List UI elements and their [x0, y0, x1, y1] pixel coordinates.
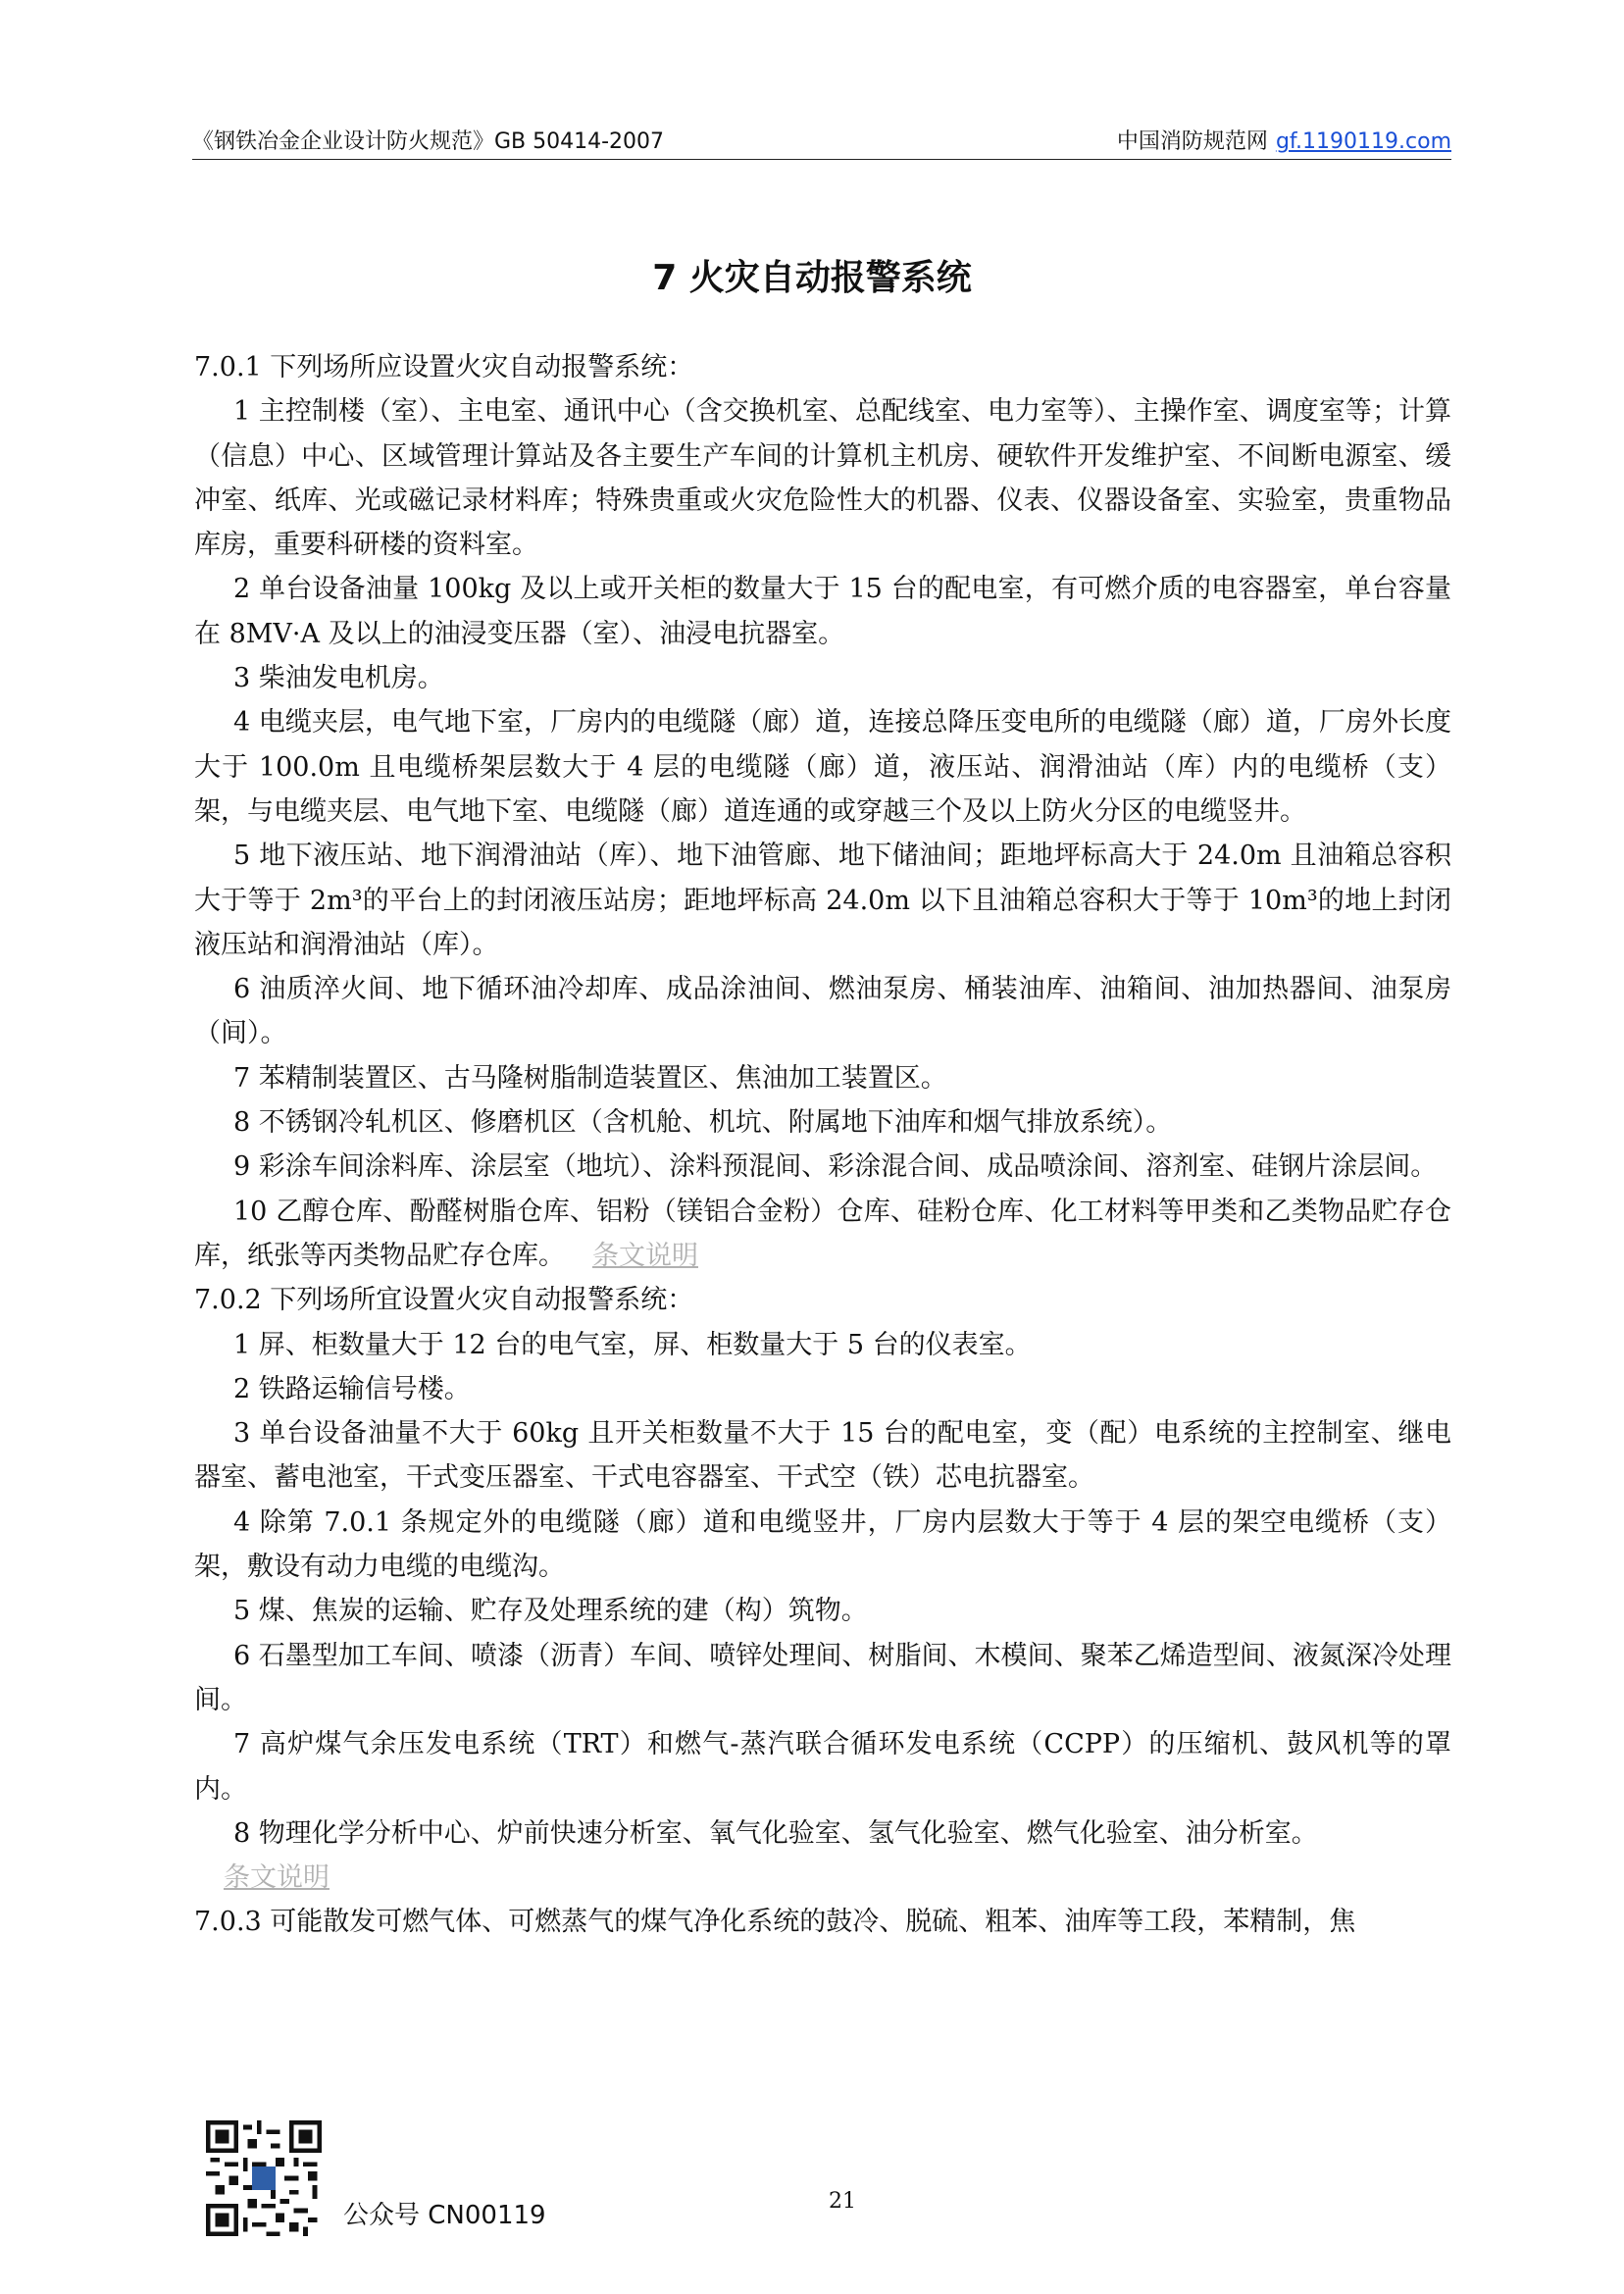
- paragraph-text: 5 煤、焦炭的运输、贮存及处理系统的建（构）筑物。: [233, 1596, 868, 1627]
- paragraph-text: 2 铁路运输信号楼。: [233, 1373, 471, 1404]
- list-item: [194, 389, 1451, 567]
- document-title-header: 《钢铁冶金企业设计防火规范》GB 50414-2007: [192, 129, 665, 154]
- site-link[interactable]: gf.1190119.com: [1275, 129, 1451, 154]
- list-item: [194, 656, 1451, 700]
- list-item: [194, 1411, 1451, 1501]
- list-item: [194, 1190, 1451, 1279]
- chapter-title: 7 火灾自动报警系统: [652, 258, 972, 298]
- list-item: [194, 1589, 1451, 1633]
- clause-explanation-link[interactable]: 条文说明: [592, 1240, 698, 1271]
- list-item: [194, 1145, 1451, 1189]
- clause-note-line: [194, 1856, 1451, 1900]
- paragraph-text: 5 地下液压站、地下润滑油站（库）、地下油管廊、地下储油间；距地坪标高大于 24.0m 且油箱总容积大于等于 2m³的平台上的封闭液压站房；距地坪标高 24.0m 以下且油箱总容积大于等于 10m³的地上封闭液压站和润滑油站（库）。: [194, 841, 1451, 960]
- list-item: [194, 1501, 1451, 1590]
- site-info: [1117, 125, 1451, 155]
- paragraph-text: 9 彩涂车间涂料库、涂层室（地坑）、涂料预混间、彩涂混合间、成品喷涂间、溶剂室、硅钢片涂层间。: [233, 1151, 1438, 1183]
- paragraph-text: 7.0.3 可能散发可燃气体、可燃蒸气的煤气净化系统的鼓冷、脱硫、粗苯、油库等工段，苯精制，焦: [194, 1907, 1356, 1938]
- paragraph-text: 8 物理化学分析中心、炉前快速分析室、氧气化验室、氢气化验室、燃气化验室、油分析室。: [233, 1817, 1318, 1849]
- paragraph-text: 7 苯精制装置区、古马隆树脂制造装置区、焦油加工装置区。: [233, 1062, 947, 1094]
- page-header: [192, 116, 1451, 160]
- list-item: [194, 1634, 1451, 1723]
- clause-explanation-link[interactable]: 条文说明: [224, 1862, 330, 1894]
- paragraph-text: 7.0.2 下列场所宜设置火灾自动报警系统：: [194, 1285, 694, 1316]
- site-name: 中国消防规范网: [1116, 129, 1268, 154]
- clause-heading: [194, 345, 1451, 389]
- list-item: [194, 1722, 1451, 1811]
- paragraph-text: 7 高炉煤气余压发电系统（TRT）和燃气-蒸汽联合循环发电系统（CCPP）的压缩机、鼓风机等的罩内。: [194, 1729, 1451, 1805]
- list-item: [194, 1367, 1451, 1411]
- clause-heading: [194, 1278, 1451, 1322]
- paragraph-text: 10 乙醇仓库、酚醛树脂仓库、铝粉（镁铝合金粉）仓库、硅粉仓库、化工材料等甲类和乙类物品贮存仓库，纸张等丙类物品贮存仓库。: [194, 1196, 1451, 1271]
- wechat-account: 公众号 CN00119: [343, 2201, 546, 2230]
- paragraph-text: 2 单台设备油量 100kg 及以上或开关柜的数量大于 15 台的配电室，有可燃介质的电容器室，单台容量在 8MV·A 及以上的油浸变压器（室）、油浸电抗器室。: [194, 574, 1451, 649]
- list-item: [194, 967, 1451, 1056]
- page-number: 21: [829, 2189, 856, 2214]
- paragraph-text: 3 柴油发电机房。: [233, 663, 444, 694]
- list-item: [194, 1811, 1451, 1856]
- paragraph-text: 7.0.1 下列场所应设置火灾自动报警系统：: [194, 352, 694, 382]
- body-content: [194, 345, 1451, 1945]
- list-item: [194, 834, 1451, 967]
- paragraph-text: 1 主控制楼（室）、主电室、通讯中心（含交换机室、总配线室、电力室等）、主操作室、调度室等；计算（信息）中心、区域管理计算站及各主要生产车间的计算机主机房、硬软件开发维护室、不间断电源室、缓冲室、纸库、光或磁记录材料库；特殊贵重或火灾危险性大的机器、仪表、仪器设备室、实验室，贵重物品库房，重要科研楼的资料室。: [194, 396, 1451, 561]
- list-item: [194, 1056, 1451, 1100]
- list-item: [194, 1323, 1451, 1367]
- list-item: [194, 567, 1451, 656]
- paragraph-text: 4 除第 7.0.1 条规定外的电缆隧（廊）道和电缆竖井，厂房内层数大于等于 4 层的架空电缆桥（支）架，敷设有动力电缆的电缆沟。: [194, 1506, 1451, 1583]
- paragraph-text: 6 油质淬火间、地下循环油冷却库、成品涂油间、燃油泵房、桶装油库、油箱间、油加热器间、油泵房（间）。: [194, 974, 1451, 1049]
- qr-code-icon: [206, 2120, 322, 2236]
- page-footer: [0, 2109, 1624, 2256]
- paragraph-text: 1 屏、柜数量大于 12 台的电气室，屏、柜数量大于 5 台的仪表室。: [233, 1329, 1032, 1360]
- paragraph-text: 4 电缆夹层，电气地下室，厂房内的电缆隧（廊）道，连接总降压变电所的电缆隧（廊）道，厂房外长度大于 100.0m 且电缆桥架层数大于 4 层的电缆隧（廊）道，液压站、润滑油站（库）内的电缆桥（支）架，与电缆夹层、电气地下室、电缆隧（廊）道连通的或穿越三个及以上防火分区的电缆竖井。: [194, 707, 1451, 827]
- list-item: [194, 1100, 1451, 1145]
- paragraph-text: 8 不锈钢冷轧机区、修磨机区（含机舱、机坑、附属地下油库和烟气排放系统）。: [233, 1107, 1173, 1139]
- clause-heading: [194, 1900, 1451, 1944]
- paragraph-text: 6 石墨型加工车间、喷漆（沥青）车间、喷锌处理间、树脂间、木模间、聚苯乙烯造型间、液氮深冷处理间。: [194, 1640, 1451, 1715]
- paragraph-text: 3 单台设备油量不大于 60kg 且开关柜数量不大于 15 台的配电室，变（配）电系统的主控制室、继电器室、蓄电池室，干式变压器室、干式电容器室、干式空（铁）芯电抗器室。: [194, 1418, 1451, 1494]
- list-item: [194, 700, 1451, 834]
